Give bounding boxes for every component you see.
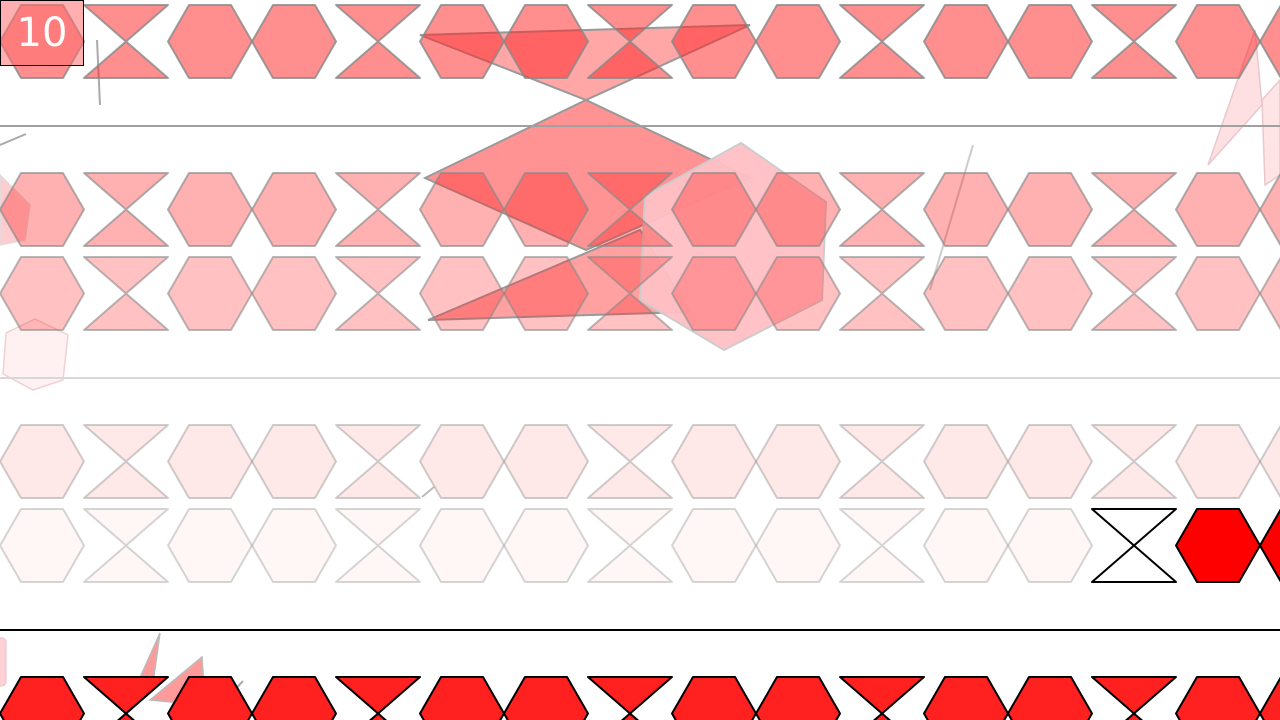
bowtie-piece (336, 5, 420, 78)
hexagon-piece (1260, 425, 1280, 498)
hexagon-piece (168, 425, 252, 498)
hexagon-piece (672, 509, 756, 582)
hexagon-piece (420, 677, 504, 720)
hexagon-piece (756, 425, 840, 498)
hexagon-piece (1008, 677, 1092, 720)
hexagon-piece (672, 425, 756, 498)
bowtie-piece (84, 173, 168, 246)
bowtie-piece (840, 425, 924, 498)
hexagon-piece (168, 509, 252, 582)
bowtie-piece (588, 425, 672, 498)
hexagon-piece (1176, 257, 1260, 330)
score-value: 10 (16, 10, 68, 56)
bowtie-piece (840, 509, 924, 582)
active-piece-row[interactable] (1092, 509, 1280, 582)
hexagon-piece (1176, 173, 1260, 246)
hexagon-piece (924, 677, 1008, 720)
bowtie-piece (588, 677, 672, 720)
bowtie-piece (84, 509, 168, 582)
hexagon-piece (420, 509, 504, 582)
hexagon-piece (504, 425, 588, 498)
hexagon-piece (252, 677, 336, 720)
hexagon-piece (504, 509, 588, 582)
bowtie-piece (1092, 173, 1176, 246)
hexagon-piece (168, 5, 252, 78)
bowtie-piece (840, 173, 924, 246)
hexagon-piece (756, 677, 840, 720)
bowtie-piece (840, 257, 924, 330)
hexagon-piece (168, 257, 252, 330)
bowtie-piece (336, 173, 420, 246)
hexagon-piece (756, 509, 840, 582)
hexagon-piece (1260, 677, 1280, 720)
row-4 (0, 425, 1280, 498)
hexagon-piece (252, 173, 336, 246)
active-bowtie-piece[interactable] (1092, 509, 1176, 582)
hexagon-piece (0, 425, 84, 498)
bowtie-piece (1092, 5, 1176, 78)
bowtie-piece (84, 425, 168, 498)
bowtie-piece (840, 5, 924, 78)
hexagon-piece (672, 5, 756, 78)
active-hexagon-piece[interactable] (1260, 509, 1280, 582)
hexagon-piece (1176, 677, 1260, 720)
hexagon-piece (924, 5, 1008, 78)
bowtie-piece (840, 677, 924, 720)
hexagon-piece (1260, 257, 1280, 330)
hexagon-piece (252, 509, 336, 582)
hexagon-piece (168, 173, 252, 246)
hexagon-piece (252, 425, 336, 498)
bowtie-piece (336, 509, 420, 582)
hexagon-piece (924, 425, 1008, 498)
bowtie-piece (336, 425, 420, 498)
row-5 (0, 509, 1280, 582)
hexagon-piece (1176, 425, 1260, 498)
hexagon-piece (1008, 425, 1092, 498)
bowtie-piece (84, 257, 168, 330)
active-hexagon-piece[interactable] (1176, 509, 1260, 582)
bowtie-piece (1092, 425, 1176, 498)
hexagon-piece (0, 257, 84, 330)
hexagon-piece (252, 5, 336, 78)
hexagon-piece (420, 5, 504, 78)
hexagon-piece (1260, 173, 1280, 246)
piece-rows (0, 5, 1280, 720)
hexagon-piece (1008, 257, 1092, 330)
hexagon-piece (252, 257, 336, 330)
bowtie-piece (336, 677, 420, 720)
hexagon-piece (504, 677, 588, 720)
hexagon-piece (1008, 5, 1092, 78)
hexagon-piece (756, 5, 840, 78)
hexagon-piece (1260, 5, 1280, 78)
hexagon-piece (924, 173, 1008, 246)
hexagon-piece (672, 677, 756, 720)
bowtie-piece (588, 509, 672, 582)
debris-edge-block (0, 638, 6, 686)
debris-stroke (0, 134, 26, 145)
hexagon-piece (0, 677, 84, 720)
bowtie-piece (1092, 257, 1176, 330)
debris-right-shard-2 (1262, 80, 1280, 185)
hexagon-piece (924, 509, 1008, 582)
score-counter (0, 0, 84, 66)
bowtie-piece (336, 257, 420, 330)
hexagon-piece (0, 509, 84, 582)
hexagon-piece (1008, 509, 1092, 582)
debris-stroke (422, 487, 434, 497)
bowtie-piece (1092, 677, 1176, 720)
hexagon-piece (1008, 173, 1092, 246)
row-6 (0, 677, 1280, 720)
